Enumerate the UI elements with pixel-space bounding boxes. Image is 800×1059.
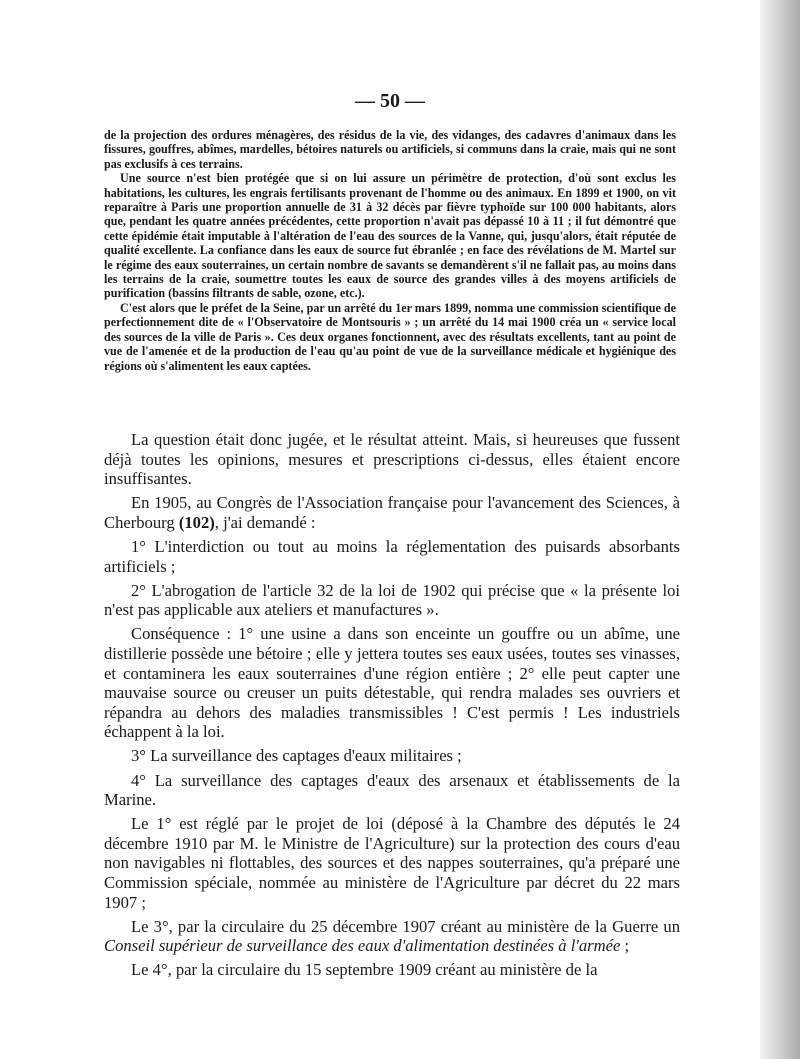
paragraph-circular-1907: [104, 917, 680, 956]
council-title: Conseil supérieur de surveillance des eaux d'alimentation destinées à l'armée: [104, 936, 621, 956]
paragraph-law-project: Le 1° est réglé par le projet de loi (déposé à la Chambre des députés le 24 décembre 1910 par M. le Ministre de l'Agriculture) sur la protection des cours d'eau non navigables ni flottables, des sources et des nappes souterraines, qu'a préparé une Commission spéciale, nommée au ministère de l'Agriculture par décret du 22 mars 1907 ;: [104, 814, 680, 912]
paragraph-item-3: 3° La surveillance des captages d'eaux militaires ;: [131, 746, 462, 766]
paragraph-item-4: 4° La surveillance des captages d'eaux des arsenaux et établissements de la Marine.: [104, 770, 680, 810]
small-paragraph: C'est alors que le préfet de la Seine, par un arrêté du 1er mars 1899, nomma une commission scientifique de perfectionnement dite de « l'Observatoire de Montsouris » ; un arrêté du 14 mai 1900 créa un « service local des sources de la ville de Paris ». Ces deux organes fonctionnent, avec des résultats excellents, tant au point de vue de l'amenée et de la production de l'eau qu'au point de vue de la surveillance médicale et hygiénique des régions où s'alimentent les eaux captées.: [104, 300, 676, 373]
circular-text: Le 3°, par la circulaire du 25 décembre 1907 créant au ministère de la Guerre un: [131, 916, 680, 936]
paragraph-item-1: 1° L'interdiction ou tout au moins la réglementation des puisards absorbants artificiels ;: [104, 536, 680, 576]
paragraph-question-judged: La question était donc jugée, et le résultat atteint. Mais, si heureuses que fussent déjà toutes les opinions, mesures et prescriptions ci-dessus, elles étaient encore insuffisantes.: [104, 430, 680, 489]
reference-number: (102): [178, 512, 215, 532]
paragraph-item-2: 2° L'abrogation de l'article 32 de la loi de 1902 qui précise que « la présente loi n'est pas applicable aux ateliers et manufactures ».: [104, 580, 680, 620]
paragraph-congress-1905: [104, 493, 680, 532]
small-print-section: [104, 128, 676, 373]
circular-text-end: ;: [620, 936, 630, 956]
page-number: — 50 —: [355, 90, 425, 112]
paragraph-consequence: Conséquence : 1° une usine a dans son enceinte un gouffre ou un abîme, une distillerie possède une bétoire ; elle y jettera toutes ses eaux usées, toutes ses vinasses, et contaminera les eaux souterraines d'une région entière ; 2° elle peut capter une mauvaise source ou creuser un puits détestable, qui rendra malades ses ouvriers et répandra au dehors des maladies transmissibles ! C'est permis ! Les industriels échappent à la loi.: [104, 624, 680, 742]
page-edge-shadow: [760, 0, 800, 1059]
congress-text-end: , j'ai demandé :: [214, 512, 316, 532]
paragraph-circular-1909: Le 4°, par la circulaire du 15 septembre 1909 créant au ministère de la: [131, 960, 598, 980]
small-paragraph: de la projection des ordures ménagères, des résidus de la vie, des vidanges, des cadavres d'animaux dans les fissures, gouffres, abîmes, mardelles, bétoires naturels ou artificiels, si communs dans la craie, mais qui ne sont pas exclusifs à ces terrains.: [104, 128, 676, 171]
small-paragraph: Une source n'est bien protégée que si on lui assure un périmètre de protection, d'où sont exclus les habitations, les cultures, les engrais fertilisants provenant de l'homme ou des animaux. En 1899 et 1900, on vit reparaître à Paris une proportion annuelle de 31 à 32 décès par fièvre typhoïde sur 100 000 habitants, alors que, pendant les quatre années précédentes, cette proportion n'avait pas dépassé 10 à 11 ; il fut démontré que cette épidémie était imputable à l'altération de l'eau des sources de la Vanne, qui, jusqu'alors, était réputée de qualité excellente. La confiance dans les eaux de source fut ébranlée ; en face des révélations de M. Martel sur le régime des eaux souterraines, un certain nombre de savants se demandèrent s'il ne fallait pas, au moins dans les terrains de la craie, soumettre toutes les eaux de source des grandes villes à des moyens artificiels de purification (bassins filtrants de sable, ozone, etc.).: [104, 171, 676, 301]
congress-text: En 1905, au Congrès de l'Association française pour l'avancement des Sciences, à Cherbourg: [104, 493, 680, 532]
main-text-section: [104, 430, 680, 984]
